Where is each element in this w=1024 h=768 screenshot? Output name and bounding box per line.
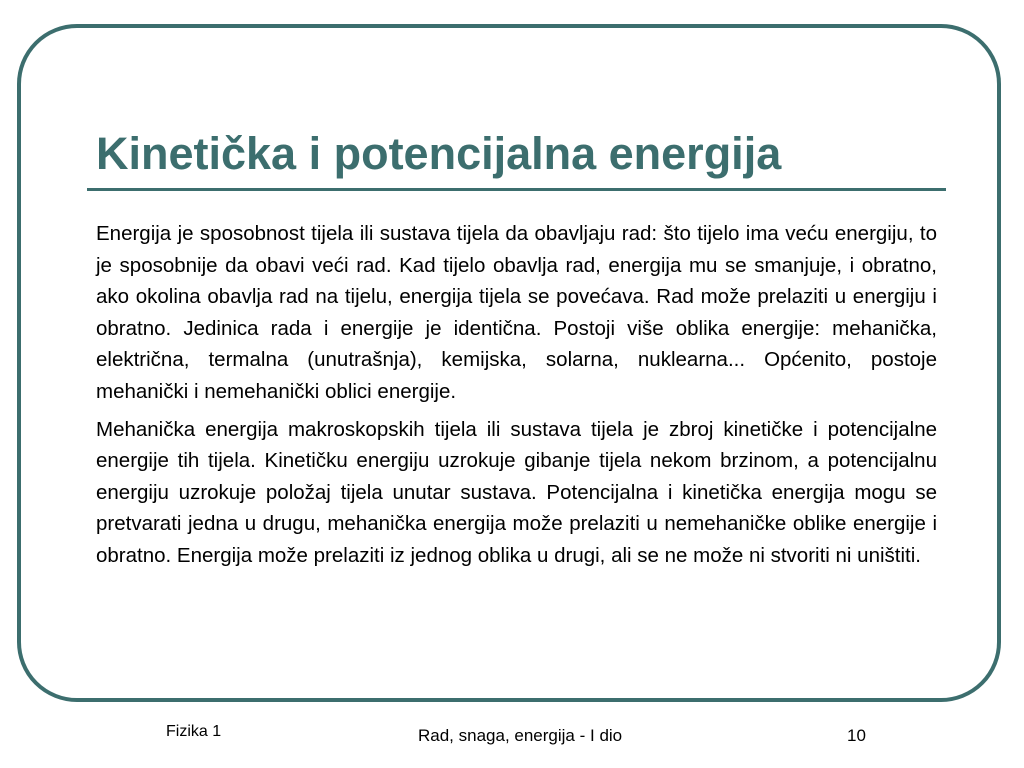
slide-body: [96, 218, 937, 578]
footer-course-name: Fizika 1: [166, 723, 222, 740]
body-paragraph-2: Mehanička energija makroskopskih tijela ili sustava tijela je zbroj kinetičke i potencijalne energije tih tijela. Kinetičku energiju uzrokuje gibanje tijela nekom brzinom, a potencijalnu energiju uzrokuje položaj tijela unutar sustava. Potencijalna i kinetička energija mogu se pretvarati jedna u drugu, mehanička energija može prelaziti u nemehaničke oblike energije i obratno. Energija može prelaziti iz jednog oblika u drugi, ali se ne može ni stvoriti ni uništiti.: [96, 417, 937, 567]
footer-page-number: 10: [847, 726, 866, 745]
title-divider: [87, 188, 946, 191]
footer-lecture-title: Rad, snaga, energija - I dio: [418, 726, 623, 745]
slide-title: Kinetička i potencijalna energija: [96, 128, 782, 179]
body-paragraph-1: Energija je sposobnost tijela ili sustava tijela da obavljaju rad: što tijelo ima veću energiju, to je sposobnije da obavi veći rad. Kad tijelo obavlja rad, energija mu se smanjuje, i obratno, ako okolina obavlja rad na tijelu, energija tijela se povećava. Rad može prelaziti u energiju i obratno. Jedinica rada i energije je identična. Postoji više oblika energije: mehanička, električna, termalna (unutrašnja), kemijska, solarna, nuklearna... Općenito, postoje mehanički i nemehanički oblici energije.: [96, 222, 937, 403]
